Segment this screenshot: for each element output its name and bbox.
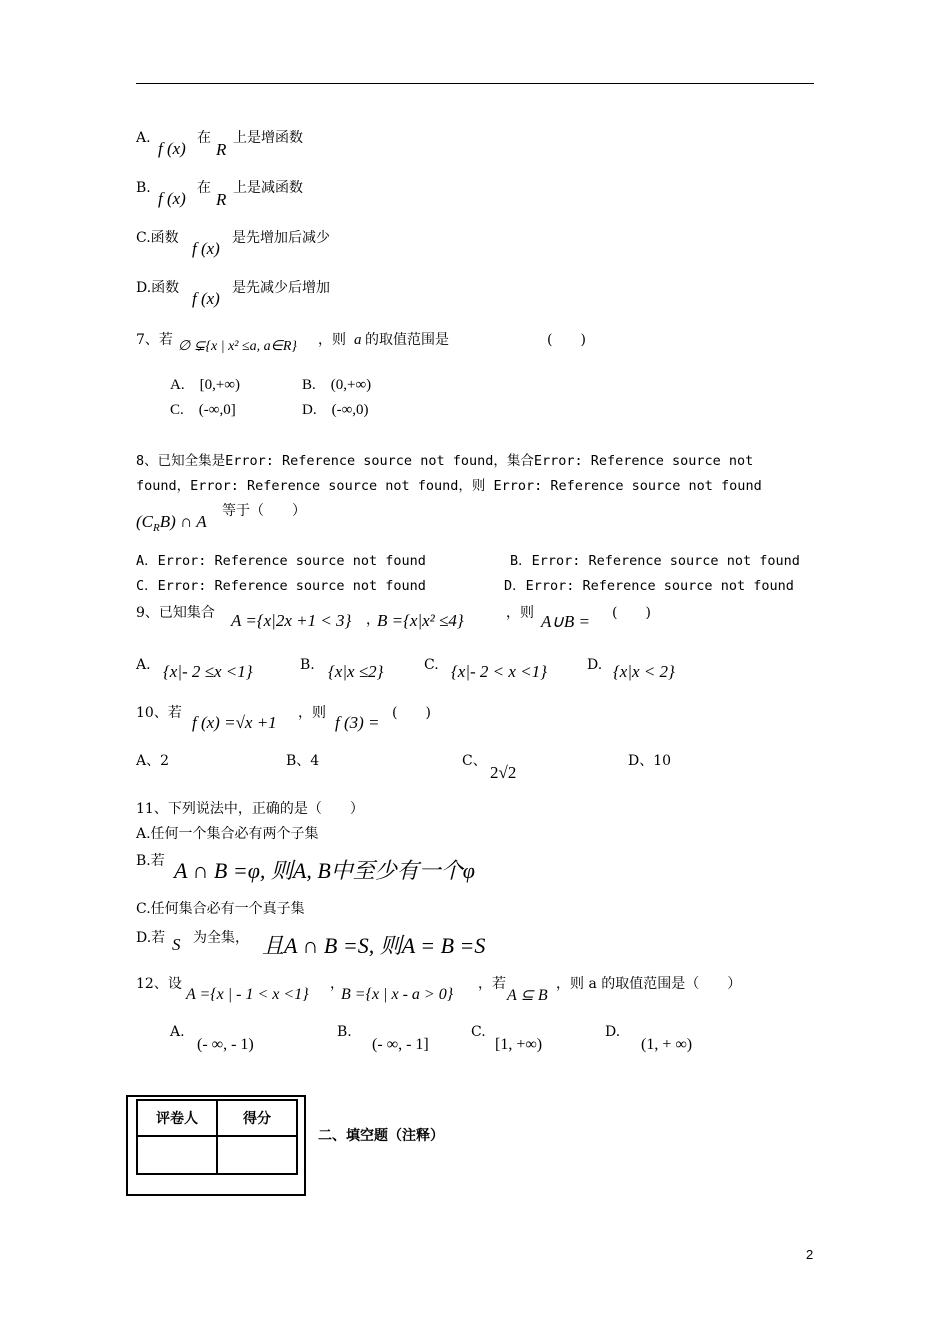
page-number: 2: [806, 1247, 814, 1262]
question-8-expr-b: B) ∩ A: [159, 512, 207, 531]
question-10-expr2: f (3) =: [335, 713, 380, 732]
question-8-expr: [136, 512, 207, 538]
question-11-stem: 11、下列说法中，正确的是（ ）: [136, 801, 364, 817]
question-8-line2: found，Error: Reference source not found，则 Error: Reference source not found: [136, 478, 762, 494]
question-11-option-a: A.任何一个集合必有两个子集: [136, 826, 319, 842]
question-9-option-c-label: C.: [424, 657, 439, 673]
question-7-label: 7、若: [136, 332, 173, 348]
question-8-tail: 等于（ ）: [222, 503, 306, 519]
grader-score-cell[interactable]: [217, 1136, 297, 1174]
question-8-expr-sub: R: [153, 522, 160, 534]
question-8-option-a: A．Error: Reference source not found: [136, 553, 426, 569]
option-6c-text: 是先增加后减少: [232, 230, 330, 246]
grader-box: [126, 1095, 306, 1196]
option-6b-R: R: [216, 190, 227, 209]
option-6c-fx: f (x): [192, 239, 220, 258]
question-8-option-d: D．Error: Reference source not found: [504, 578, 794, 594]
question-12-option-c: [1, +∞): [495, 1036, 543, 1053]
option-6b-fx: f (x): [158, 189, 186, 208]
question-10-option-b: B、4: [286, 753, 320, 769]
question-12-comma: ，: [330, 976, 344, 992]
grader-header-score: 得分: [217, 1100, 297, 1136]
header-rule: [136, 83, 814, 84]
question-12-label: 12、设: [136, 976, 182, 992]
question-11-option-b: A ∩ B =φ, 则A, B中至少有一个φ: [174, 858, 475, 883]
question-12-option-d-label: D.: [605, 1024, 621, 1040]
question-12-option-c-label: C.: [471, 1024, 486, 1040]
grader-value-row: [137, 1136, 297, 1174]
option-6a-label: A.: [136, 130, 151, 146]
question-7-tail: 的取值范围是: [365, 332, 449, 348]
question-7-option-b: B. (0,+∞): [302, 377, 372, 393]
question-7-mid: ，则: [318, 332, 346, 348]
option-6d-fx: f (x): [192, 289, 220, 308]
question-7-option-d: D. (-∞,0): [302, 402, 369, 418]
question-9-option-c: {x|- 2 < x <1}: [451, 662, 547, 681]
question-9-option-a-label: A.: [136, 657, 151, 673]
question-12-setB: B ={x | x - a > 0}: [341, 986, 454, 1003]
question-9-union: A∪B =: [541, 612, 590, 631]
question-7-set: ∅ ⊊{x | x² ≤a, a∈R}: [178, 339, 298, 354]
question-12-mid: ，若: [478, 976, 506, 992]
section-title: 二、填空题（注释）: [318, 1128, 444, 1144]
question-9-mid: ，则: [506, 605, 534, 621]
question-12-option-b-label: B.: [337, 1024, 352, 1040]
question-7-option-a: A. [0,+∞): [170, 377, 240, 393]
question-10-option-c-label: C、: [462, 753, 487, 769]
question-10-paren: ( ): [392, 705, 431, 721]
question-8-line1: 8、已知全集是Error: Reference source not found，集合Error: Reference source not: [136, 453, 754, 469]
question-11-option-d-S: S: [172, 935, 181, 954]
question-9-option-b-label: B.: [300, 657, 315, 673]
grader-table: [136, 1099, 298, 1175]
option-6a-text: 上是增函数: [233, 130, 303, 146]
question-12-option-a: (- ∞, - 1): [197, 1036, 254, 1053]
question-9-label: 9、已知集合: [136, 605, 215, 621]
question-12-setA: A ={x | - 1 < x <1}: [186, 986, 309, 1003]
question-9-option-a: {x|- 2 ≤x <1}: [163, 662, 253, 681]
grader-header-reviewer: 评卷人: [137, 1100, 217, 1136]
question-12-option-b: (- ∞, - 1]: [372, 1036, 429, 1053]
question-9-paren: ( ): [612, 605, 651, 621]
option-6d-label: D.函数: [136, 280, 180, 296]
question-10-label: 10、若: [136, 705, 182, 721]
question-9-comma: ，: [366, 612, 380, 628]
question-12-tail: ，则 a 的取值范围是（ ）: [556, 976, 742, 992]
question-9-option-d: {x|x < 2}: [613, 662, 675, 681]
option-6a-zai: 在: [197, 130, 211, 146]
question-12-option-a-label: A.: [170, 1024, 185, 1040]
option-6c-label: C.函数: [136, 230, 179, 246]
question-7-paren: ( ): [547, 332, 586, 348]
question-9-option-b: {x|x ≤2}: [328, 662, 384, 681]
question-11-option-c: C.任何集合必有一个真子集: [136, 901, 305, 917]
question-9-option-d-label: D.: [587, 657, 603, 673]
option-6b-zai: 在: [197, 180, 211, 196]
question-12-option-d: (1, + ∞): [641, 1036, 693, 1053]
question-8-option-b: B．Error: Reference source not found: [510, 553, 800, 569]
question-10-option-c: 2√2: [490, 763, 517, 782]
question-10-mid: ，则: [298, 705, 326, 721]
option-6b-label: B.: [136, 180, 151, 196]
option-6a-fx: f (x): [158, 139, 186, 158]
question-8-expr-c: (C: [136, 512, 153, 531]
grader-reviewer-cell[interactable]: [137, 1136, 217, 1174]
question-8-option-c: C．Error: Reference source not found: [136, 578, 426, 594]
question-11-option-d: 且A ∩ B =S, 则A = B =S: [262, 933, 486, 958]
question-11-option-d-label: D.若: [136, 930, 166, 946]
option-6b-text: 上是减函数: [233, 180, 303, 196]
question-11-option-b-label: B.若: [136, 853, 165, 869]
question-10-option-d: D、10: [628, 753, 672, 769]
question-12-subset: A ⊆ B: [507, 987, 548, 1004]
question-11-option-d-mid: 为全集，: [193, 930, 249, 946]
question-10-expr: f (x) =√x +1: [192, 713, 277, 732]
option-6a-R: R: [216, 140, 227, 159]
option-6d-text: 是先减少后增加: [232, 280, 330, 296]
question-7-var: a: [354, 332, 362, 348]
question-10-option-a: A、2: [136, 753, 170, 769]
question-9-setA: A ={x|2x +1 < 3}: [231, 611, 352, 630]
question-7-option-c: C. (-∞,0]: [170, 402, 236, 418]
question-9-setB: B ={x|x² ≤4}: [377, 611, 464, 630]
grader-header-row: [137, 1100, 297, 1136]
